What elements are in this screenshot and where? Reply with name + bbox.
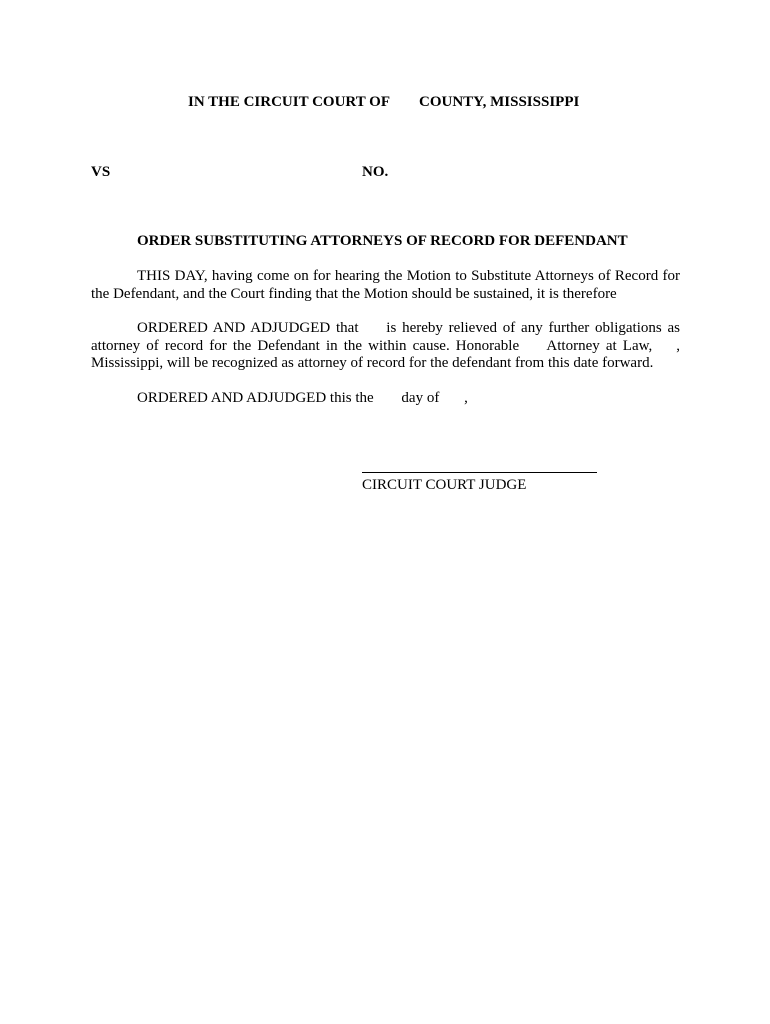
paragraph-date-text-3: , xyxy=(464,390,468,406)
paragraph-ordered xyxy=(91,320,680,373)
paragraph-ordered-text-1: ORDERED AND ADJUDGED that xyxy=(137,320,359,336)
court-heading: IN THE CIRCUIT COURT OF xyxy=(188,94,391,110)
paragraph-date xyxy=(137,390,468,407)
county-heading: COUNTY, MISSISSIPPI xyxy=(419,94,580,110)
paragraph-ordered-text-3: Attorney at Law, xyxy=(546,337,653,354)
signature-label: CIRCUIT COURT JUDGE xyxy=(362,477,527,493)
signature-line xyxy=(362,472,597,473)
paragraph-date-text-1: ORDERED AND ADJUDGED this the xyxy=(137,390,374,406)
paragraph-ordered-text-4: , Mississippi, will be recognized as attorney of record for the defendant from this date forward. xyxy=(91,337,680,371)
versus-label: VS xyxy=(91,164,111,180)
order-title: ORDER SUBSTITUTING ATTORNEYS OF RECORD FOR DEFENDANT xyxy=(137,233,628,249)
paragraph-hearing-text: THIS DAY, having come on for hearing the Motion to Substitute Attorneys of Record for the Defendant, and the Court finding that the Motion should be sustained, it is therefore xyxy=(91,268,680,302)
paragraph-ordered-text-2: is hereby relieved of any further obligations as attorney of record for the Defendant in the within cause. Honorable xyxy=(91,320,680,354)
paragraph-date-text-2: day of xyxy=(401,390,440,406)
case-number-label: NO. xyxy=(362,164,389,180)
paragraph-hearing xyxy=(91,268,680,303)
